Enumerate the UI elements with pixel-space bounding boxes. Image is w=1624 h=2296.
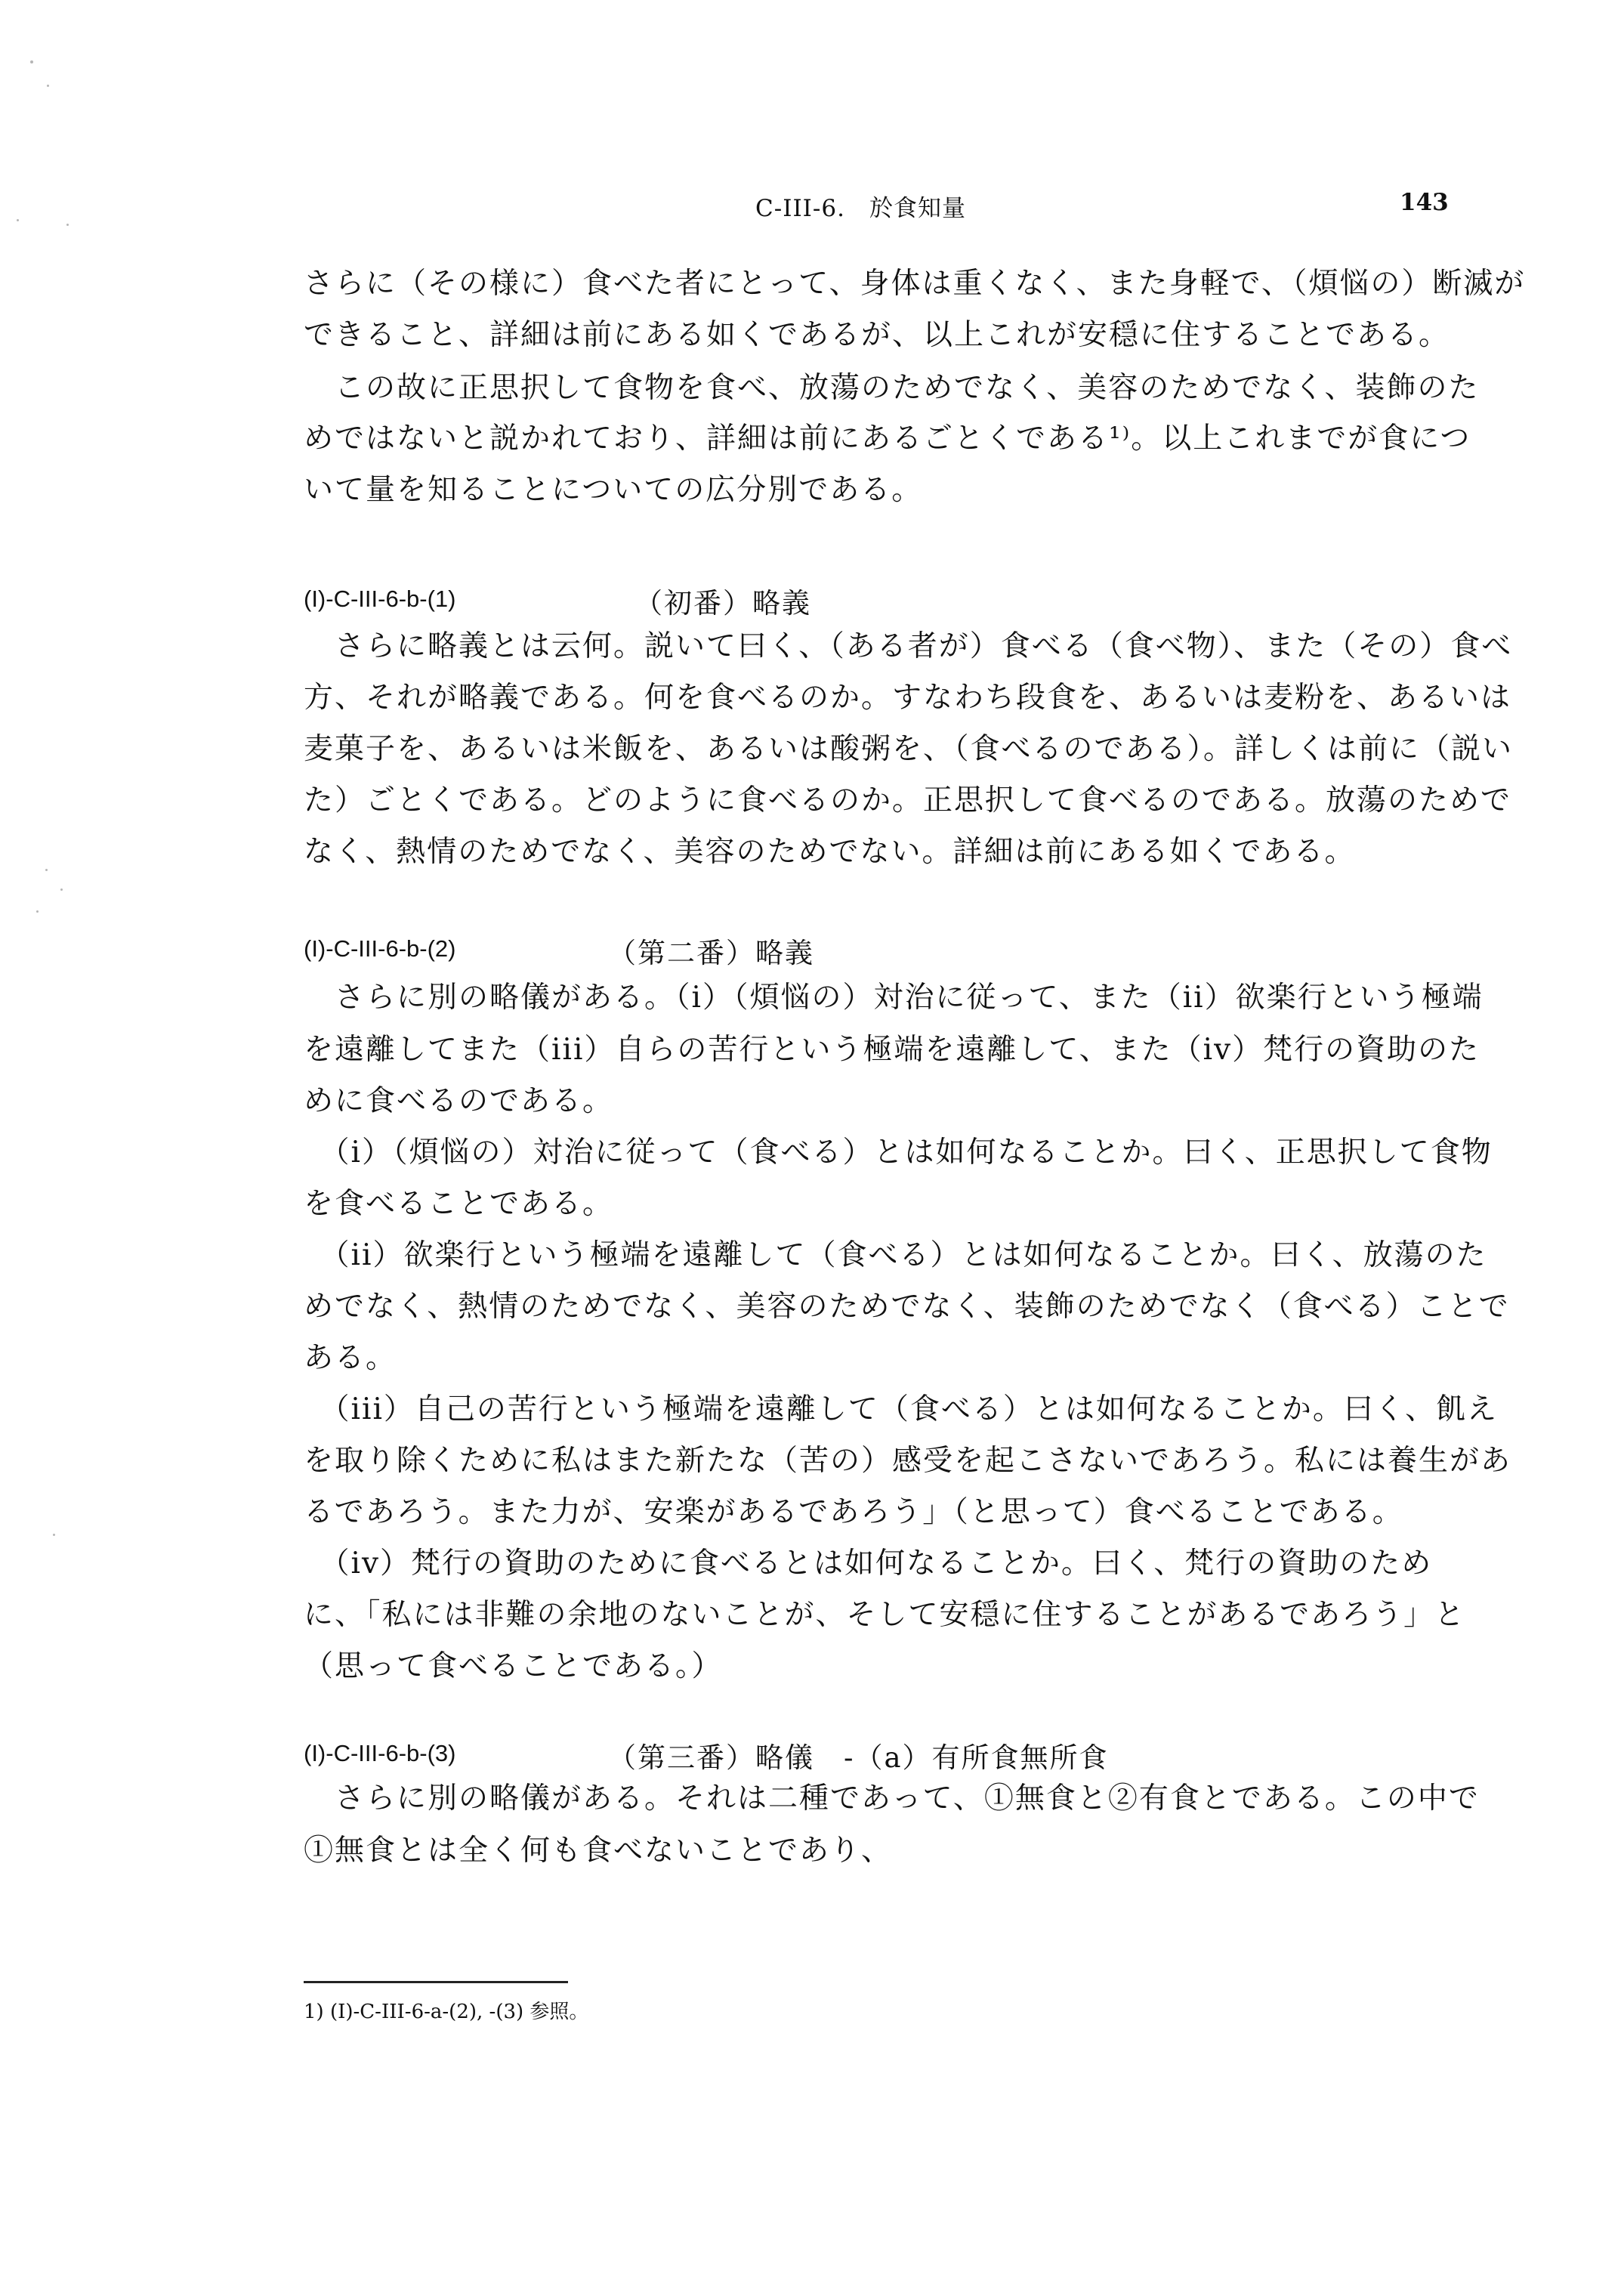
section-code: (I)-C-III-6-b-(1) xyxy=(304,586,456,612)
scan-speck xyxy=(30,60,33,63)
text-line: （思って食べることである。） xyxy=(304,1649,723,1683)
text-line: さらに別の略儀がある。（i）（煩悩の）対治に従って、また（ii）欲楽行という極端 xyxy=(304,981,1484,1015)
text-line: いて量を知ることについての広分別である。 xyxy=(304,473,923,507)
text-line: なく、熱情のためでなく、美容のためでない。詳細は前にある如くである。 xyxy=(304,835,1356,869)
text-line: に、「私には非難の余地のないことが、そして安穏に住することがあるであろう」と xyxy=(304,1598,1466,1632)
text-line: さらに（その様に）食べた者にとって、身体は重くなく、また身軽で、（煩悩の）断滅が xyxy=(304,267,1526,301)
text-line: この故に正思択して食物を食べ、放蕩のためでなく、美容のためでなく、装飾のた xyxy=(304,371,1480,405)
text-line: 方、それが略義である。何を食べるのか。すなわち段食を、あるいは麦粉を、あるいは xyxy=(304,681,1512,715)
text-line: た）ごとくである。どのように食べるのか。正思択して食べるのである。放蕩のためで xyxy=(304,783,1512,817)
scan-speck xyxy=(17,219,19,221)
text-line: 麦菓子を、あるいは米飯を、あるいは酸粥を、（食べるのである）。詳しくは前に（説い xyxy=(304,732,1514,766)
scan-speck xyxy=(45,869,48,871)
running-header-title: C-III-6. 於食知量 xyxy=(755,195,966,222)
text-line: めでなく、熱情のためでなく、美容のためでなく、装飾のためでなく（食べる）ことで xyxy=(304,1290,1510,1324)
scan-speck xyxy=(47,85,49,87)
footnote: 1) (I)-C-III-6-a-(2), -(3) 参照。 xyxy=(304,2001,589,2023)
section-code: (I)-C-III-6-b-(3) xyxy=(304,1740,456,1766)
text-line: めに食べるのである。 xyxy=(304,1084,614,1118)
scan-speck xyxy=(66,224,69,226)
text-line: を遠離してまた（iii）自らの苦行という極端を遠離して、また（iv）梵行の資助のた xyxy=(304,1033,1480,1067)
text-line: （iii）自己の苦行という極端を遠離して（食べる）とは如何なることか。曰く、飢え xyxy=(304,1392,1499,1426)
section-heading: （第二番）略義 xyxy=(608,937,814,969)
text-line: るであろう。また力が、安楽があるであろう」（と思って）食べることである。 xyxy=(304,1495,1403,1529)
text-line: を取り除くために私はまた新たな（苦の）感受を起こさないであろう。私には養生があ xyxy=(304,1444,1512,1478)
text-line: （iv）梵行の資助のために食べるとは如何なることか。曰く、梵行の資助のため xyxy=(304,1547,1433,1581)
section-code: (I)-C-III-6-b-(2) xyxy=(304,935,456,962)
text-line: さらに略義とは云何。説いて曰く、（ある者が）食べる（食べ物）、また（その）食べ xyxy=(304,629,1513,663)
text-line: ある。 xyxy=(304,1341,397,1375)
section-heading: （初番）略義 xyxy=(634,587,811,620)
text-line: めではないと説かれており、詳細は前にあるごとくである¹⁾。以上これまでが食につ xyxy=(304,422,1471,456)
text-line: を食べることである。 xyxy=(304,1187,614,1221)
scan-speck xyxy=(36,910,39,913)
scan-speck xyxy=(60,888,63,891)
text-line: できること、詳細は前にある如くであるが、以上これが安穏に住することである。 xyxy=(304,318,1450,352)
scan-speck xyxy=(53,1534,55,1536)
section-heading: （第三番）略儀 -（a）有所食無所食 xyxy=(608,1741,1109,1774)
text-line: さらに別の略儀がある。それは二種であって、①無食と②有食とである。この中で xyxy=(304,1781,1480,1815)
text-line: （i）（煩悩の）対治に従って（食べる）とは如何なることか。曰く、正思択して食物 xyxy=(304,1136,1493,1170)
footnote-divider xyxy=(304,1981,568,1983)
text-line: （ii）欲楽行という極端を遠離して（食べる）とは如何なることか。曰く、放蕩のた xyxy=(304,1238,1487,1272)
text-line: ①無食とは全く何も食べないことであり、 xyxy=(304,1834,893,1868)
page-number: 143 xyxy=(1400,189,1449,216)
